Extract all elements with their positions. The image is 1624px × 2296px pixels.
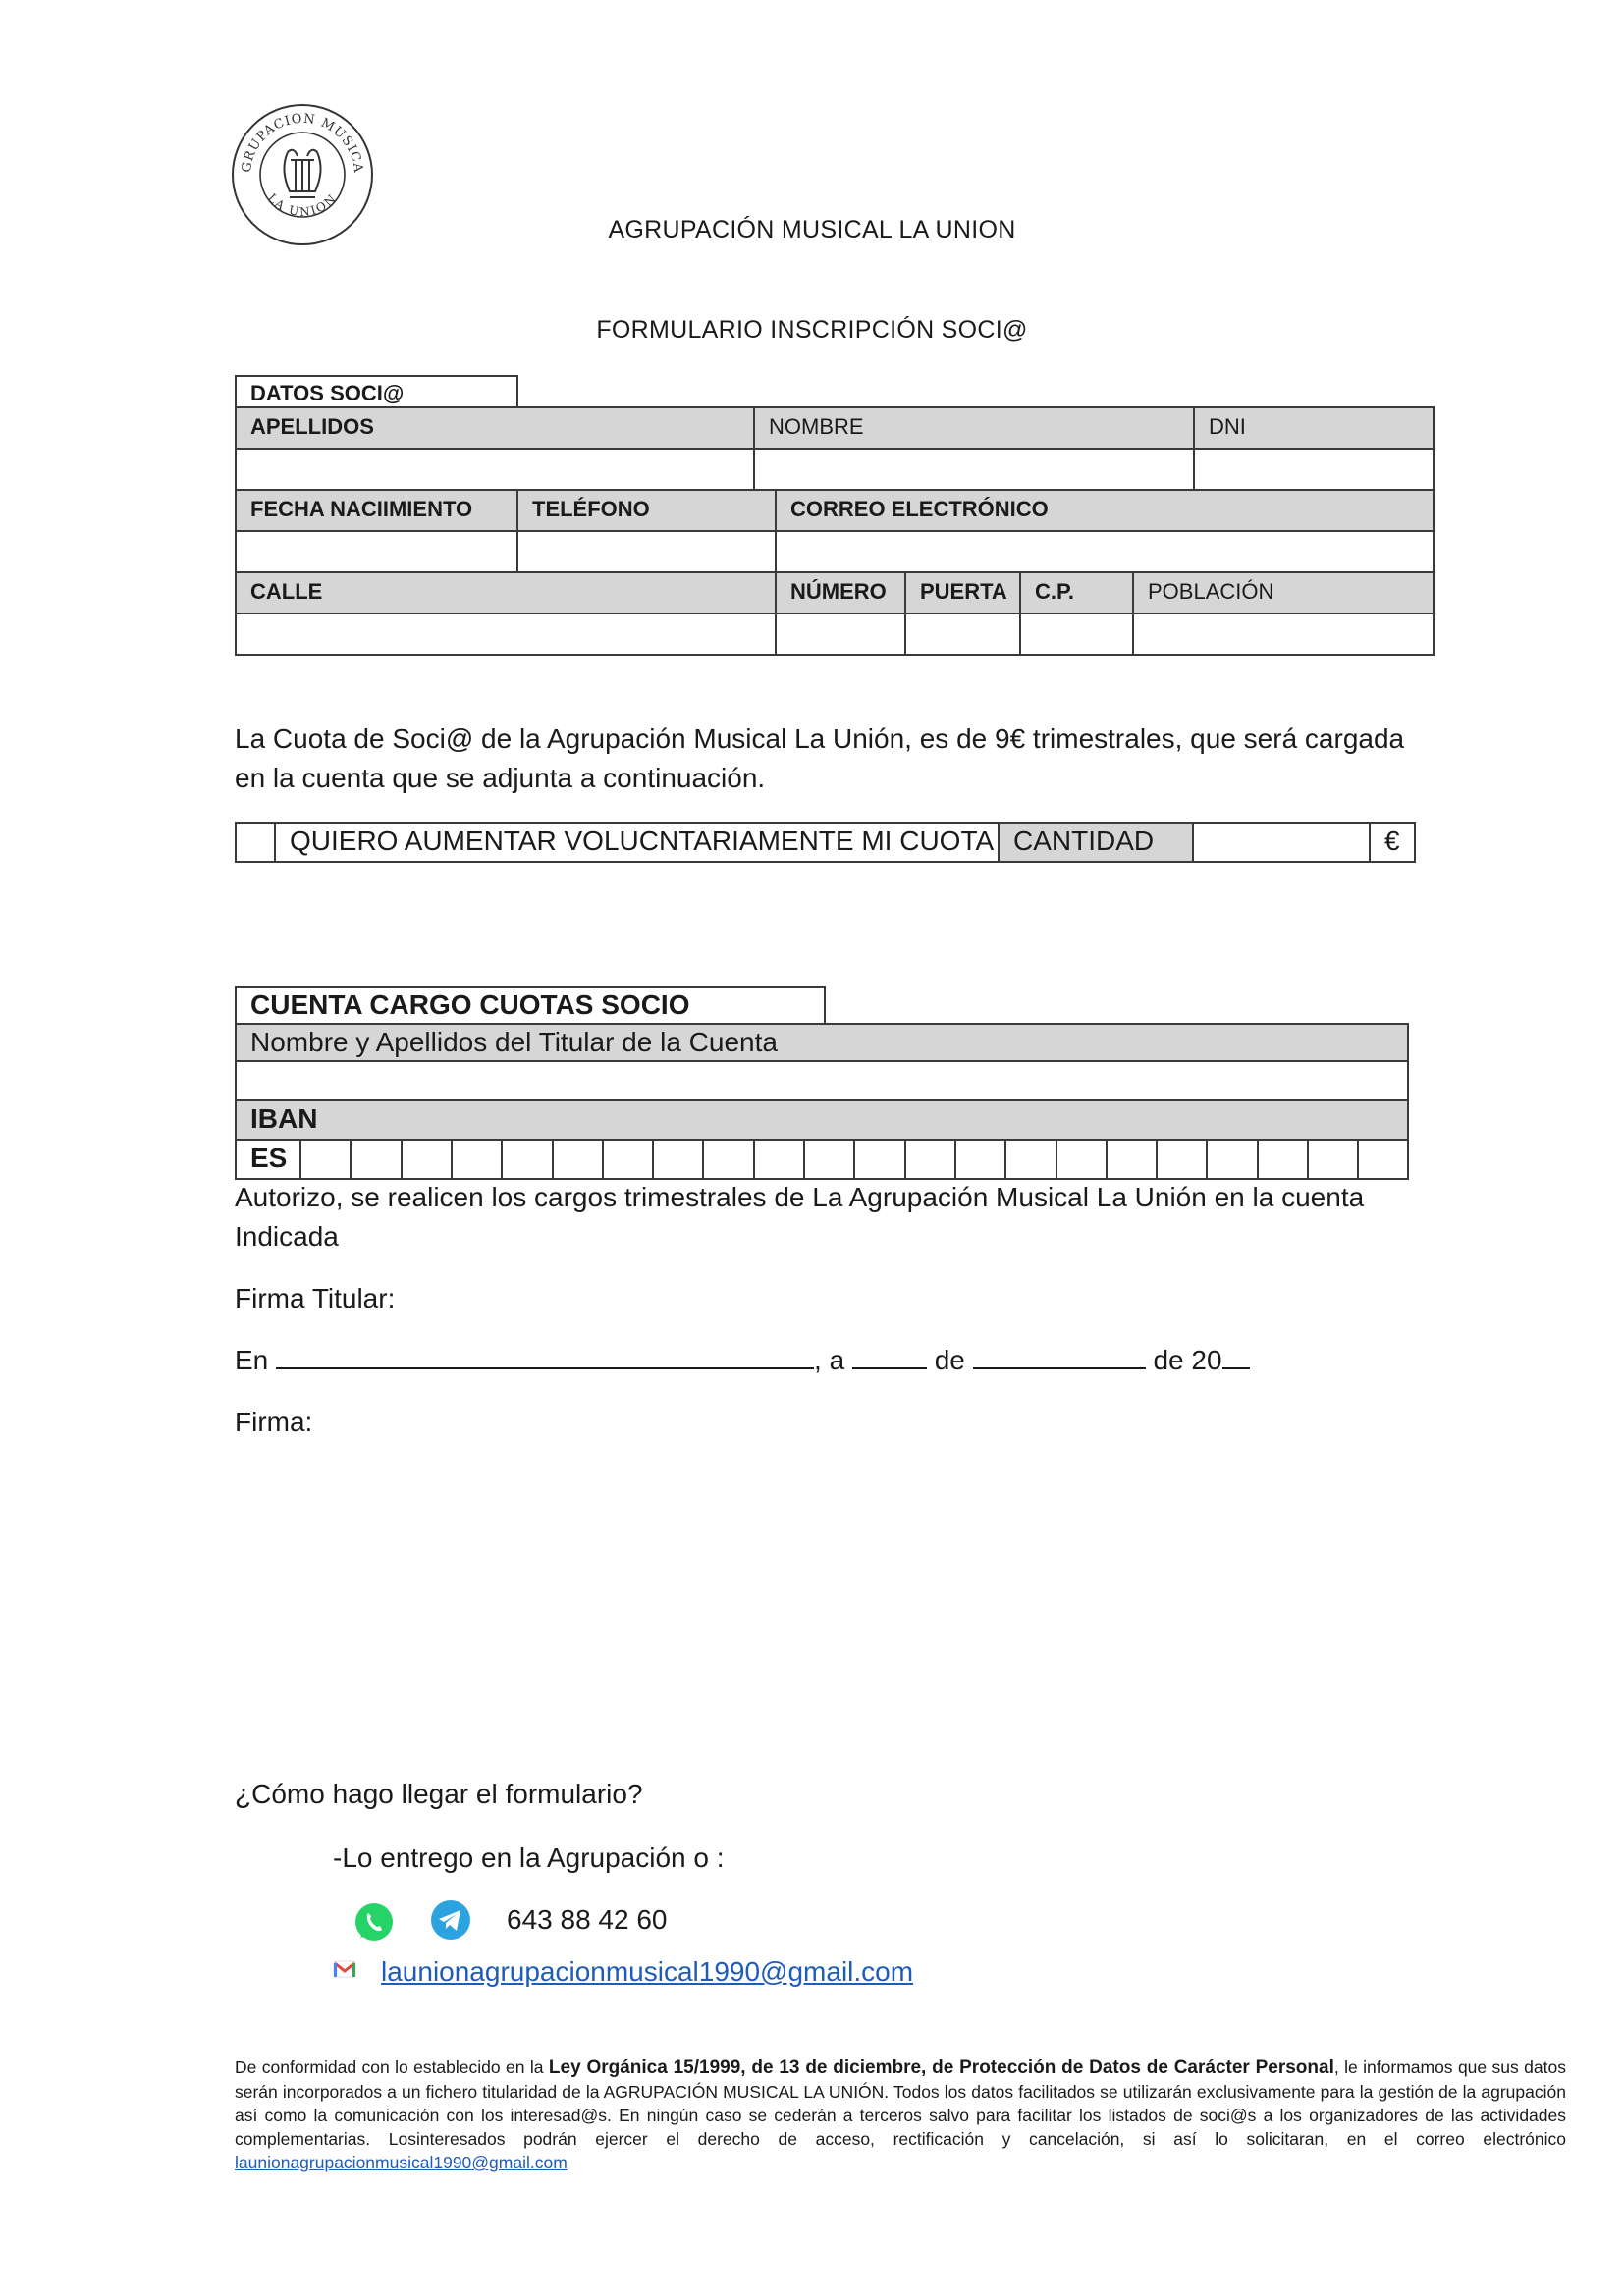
year-blank[interactable] <box>1222 1342 1250 1369</box>
label-cp: C.P. <box>1019 571 1134 614</box>
dni-field[interactable] <box>1193 448 1435 491</box>
iban-digit-box[interactable] <box>501 1139 554 1180</box>
fecha-nacimiento-field[interactable] <box>235 530 518 573</box>
iban-digit-box[interactable] <box>451 1139 503 1180</box>
iban-digit-box[interactable] <box>1206 1139 1259 1180</box>
cantidad-label: CANTIDAD <box>998 822 1194 863</box>
label-telefono: TELÉFONO <box>516 489 777 532</box>
delivery-question: ¿Cómo hago llegar el formulario? <box>235 1779 643 1809</box>
privacy-notice <box>235 2056 1566 2174</box>
iban-digit-box[interactable] <box>753 1139 805 1180</box>
gmail-icon <box>333 1959 356 1979</box>
iban-digit-box[interactable] <box>401 1139 453 1180</box>
place-blank[interactable] <box>276 1342 814 1369</box>
lyre-icon <box>284 150 320 197</box>
poblacion-field[interactable] <box>1132 613 1435 656</box>
authorization-line1: Autorizo, se realicen los cargos trimestrales de La Agrupación Musical La Unión en la cuenta <box>235 1182 1365 1212</box>
form-title: FORMULARIO INSCRIPCIÓN SOCI@ <box>596 316 1028 344</box>
privacy-text-intro: De conformidad con lo establecido en la <box>235 2057 549 2077</box>
iban-digit-box[interactable] <box>1156 1139 1208 1180</box>
iban-digit-box[interactable] <box>702 1139 755 1180</box>
iban-digit-box[interactable] <box>652 1139 704 1180</box>
telegram-icon <box>429 1898 472 1942</box>
label-dni: DNI <box>1193 406 1435 450</box>
iban-digit-box[interactable] <box>1004 1139 1057 1180</box>
whatsapp-icon <box>352 1900 396 1944</box>
organization-title: AGRUPACIÓN MUSICAL LA UNION <box>608 216 1016 243</box>
iban-country-code: ES <box>235 1139 301 1180</box>
iban-digit-box[interactable] <box>803 1139 855 1180</box>
iban-digit-box[interactable] <box>904 1139 956 1180</box>
fee-text-line2: en la cuenta que se adjunta a continuación. <box>235 763 766 793</box>
puerta-field[interactable] <box>904 613 1021 656</box>
authorization-line2: Indicada <box>235 1221 339 1252</box>
email-link[interactable]: launionagrupacionmusical1990@gmail.com <box>381 1956 914 1987</box>
apellidos-field[interactable] <box>235 448 755 491</box>
iban-digit-box[interactable] <box>1056 1139 1108 1180</box>
label-puerta: PUERTA <box>904 571 1021 614</box>
calle-field[interactable] <box>235 613 777 656</box>
label-poblacion: POBLACIÓN <box>1132 571 1435 614</box>
label-fecha-nacimiento: FECHA NACIIMIENTO <box>235 489 518 532</box>
day-blank[interactable] <box>852 1342 927 1369</box>
iban-digit-box[interactable] <box>853 1139 906 1180</box>
telefono-field[interactable] <box>516 530 777 573</box>
iban-digit-box[interactable] <box>299 1139 352 1180</box>
cantidad-field[interactable] <box>1192 822 1371 863</box>
place-de: de <box>934 1345 965 1375</box>
label-nombre: NOMBRE <box>753 406 1195 450</box>
iban-digit-box[interactable] <box>602 1139 654 1180</box>
privacy-law-name: Ley Orgánica 15/1999, de 13 de diciembre, de Protección de Datos de Carácter Personal <box>548 2057 1334 2078</box>
fee-text-line1: La Cuota de Soci@ de la Agrupación Musical La Unión, es de 9€ trimestrales, que será cargada <box>235 723 1405 754</box>
iban-digit-box[interactable] <box>1357 1139 1409 1180</box>
place-prefix: En <box>235 1345 269 1375</box>
place-de-20: de 20 <box>1153 1345 1222 1375</box>
account-section-label: CUENTA CARGO CUOTAS SOCIO <box>235 986 826 1025</box>
increase-fee-label: QUIERO AUMENTAR VOLUCNTARIAMENTE MI CUOTA <box>274 822 1000 863</box>
iban-digit-box[interactable] <box>350 1139 403 1180</box>
increase-fee-checkbox[interactable] <box>235 822 276 863</box>
iban-label: IBAN <box>235 1099 1409 1141</box>
numero-field[interactable] <box>775 613 906 656</box>
iban-digit-box[interactable] <box>552 1139 604 1180</box>
correo-field[interactable] <box>775 530 1435 573</box>
nombre-field[interactable] <box>753 448 1195 491</box>
place-date-line <box>235 1340 1250 1380</box>
label-apellidos: APELLIDOS <box>235 406 755 450</box>
place-comma-a: , a <box>814 1345 845 1375</box>
currency-symbol: € <box>1369 822 1416 863</box>
month-blank[interactable] <box>973 1342 1146 1369</box>
label-numero: NÚMERO <box>775 571 906 614</box>
iban-digit-box[interactable] <box>1307 1139 1359 1180</box>
firma-label: Firma: <box>235 1407 313 1437</box>
label-calle: CALLE <box>235 571 777 614</box>
privacy-text-body: , le informamos que sus datos serán incorporados a un fichero titularidad de la AGRUPACIÓN MUSICAL LA UNIÓN. Todos los datos facilitados se utilizarán exclusivamente para la gestión de la agrupación así como la comunicación con los interesad@s. En ningún caso se cederán a terceros salvo para facilitar los listados de soci@s a los organizadores de las actividades complementarias. Losinteresados podrán ejercer el derecho de acceso, rectificación y cancelación, si así lo solicitaran, en el correo electrónico <box>235 2057 1566 2149</box>
cp-field[interactable] <box>1019 613 1134 656</box>
holder-field[interactable] <box>235 1060 1409 1101</box>
member-section-label: DATOS SOCI@ <box>235 375 518 408</box>
iban-digit-box[interactable] <box>1106 1139 1158 1180</box>
svg-text:LA UNION: LA UNION <box>264 190 341 220</box>
phone-number: 643 88 42 60 <box>507 1904 668 1935</box>
delivery-option: -Lo entrego en la Agrupación o : <box>333 1842 725 1873</box>
iban-digit-box[interactable] <box>954 1139 1006 1180</box>
label-correo: CORREO ELECTRÓNICO <box>775 489 1435 532</box>
svg-text:AGRUPACION MUSICAL: GRUPACION MUSICA <box>239 111 366 175</box>
holder-label: Nombre y Apellidos del Titular de la Cuenta <box>235 1023 1409 1062</box>
iban-digit-box[interactable] <box>1257 1139 1309 1180</box>
firma-titular-label: Firma Titular: <box>235 1283 396 1313</box>
privacy-email-link[interactable]: launionagrupacionmusical1990@gmail.com <box>235 2153 568 2172</box>
